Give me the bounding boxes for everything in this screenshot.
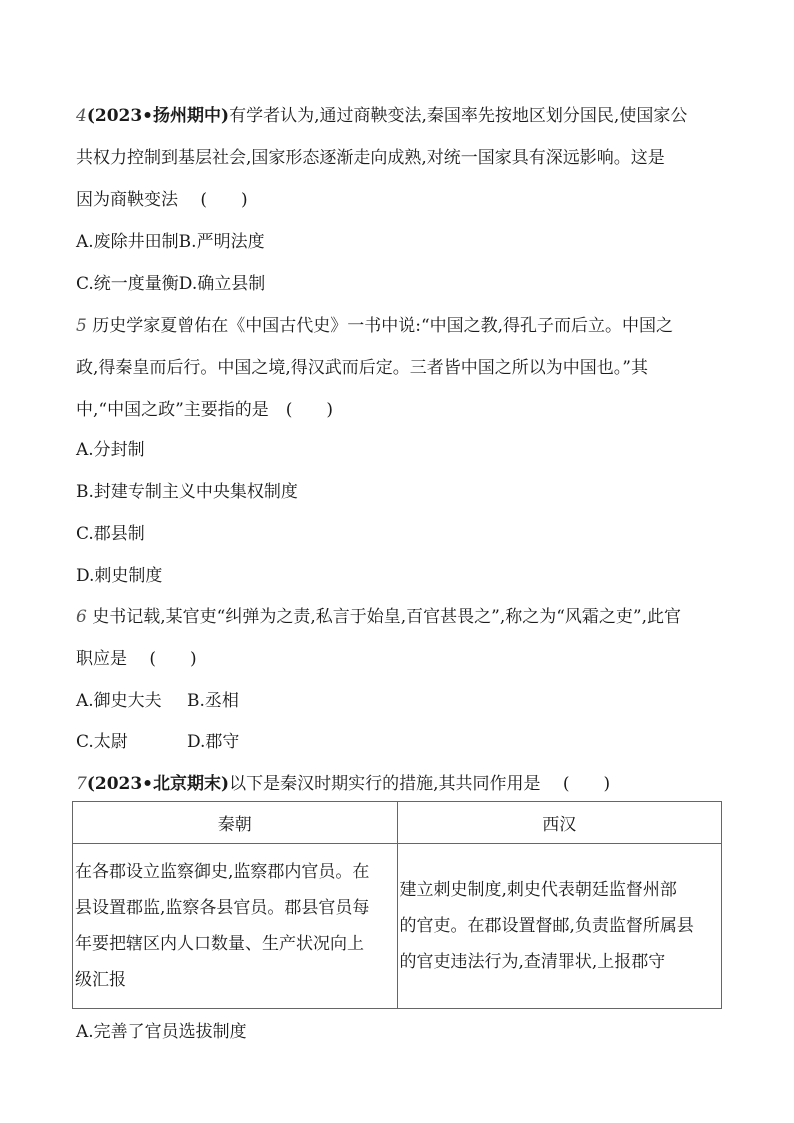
q5-option-b: B.封建专制主义中央集权制度 bbox=[76, 482, 298, 502]
q4-line-3: 因为商鞅变法 ( ) bbox=[76, 190, 248, 210]
q5-option-a: A.分封制 bbox=[76, 440, 145, 460]
q7-line-1 bbox=[76, 773, 726, 795]
q7-option-a: A.完善了官员选拔制度 bbox=[76, 1022, 247, 1042]
q4-line-2: 共权力控制到基层社会,国家形态逐渐走向成熟,对统一国家具有深远影响。这是 bbox=[76, 148, 665, 168]
q6-number: 6 bbox=[76, 607, 87, 627]
q7-number: 7 bbox=[76, 774, 87, 794]
qin-line-2: 县设置郡监,监察各县官员。郡县官员每 bbox=[75, 898, 370, 918]
q7-source: (2023•北京期末) bbox=[86, 774, 230, 794]
q4-options-ab: A.废除井田制B.严明法度 bbox=[76, 232, 265, 252]
q5-line-1 bbox=[76, 315, 726, 337]
q7-stem: 以下是秦汉时期实行的措施,其共同作用是 ( ) bbox=[229, 774, 611, 794]
han-line-2: 的官吏。在郡设置督邮,负责监督所属县 bbox=[399, 916, 694, 936]
q4-source: (2023•扬州期中) bbox=[86, 106, 230, 126]
q6-option-d: D.郡守 bbox=[187, 732, 240, 752]
q5-option-c: C.郡县制 bbox=[76, 524, 145, 544]
qin-line-4: 级汇报 bbox=[75, 970, 126, 990]
table-header-row bbox=[73, 802, 722, 844]
table-header-han: 西汉 bbox=[397, 802, 722, 844]
q6-options-ab bbox=[76, 690, 726, 712]
q6-option-c: C.太尉 bbox=[76, 732, 128, 752]
han-line-3: 的官吏违法行为,查清罪状,上报郡守 bbox=[399, 952, 666, 972]
table-header-qin: 秦朝 bbox=[73, 802, 398, 844]
q6-line-2: 职应是 ( ) bbox=[76, 649, 197, 669]
q5-option-d: D.刺史制度 bbox=[76, 566, 163, 586]
q7-comparison-table bbox=[72, 801, 722, 1009]
q6-line-1 bbox=[76, 606, 726, 628]
table-cell-han bbox=[397, 844, 722, 1009]
qin-line-1: 在各郡设立监察御史,监察郡内官员。在 bbox=[75, 862, 370, 882]
q5-line-3: 中,“中国之政”主要指的是 ( ) bbox=[76, 400, 334, 420]
q5-stem-part-1: 历史学家夏曾佑在《中国古代史》一书中说:“中国之教,得孔子而后立。中国之 bbox=[92, 316, 674, 336]
q4-line-1 bbox=[76, 105, 726, 127]
q4-options-cd: C.统一度量衡D.确立县制 bbox=[76, 274, 266, 294]
table-cell-qin bbox=[73, 844, 398, 1009]
q5-number: 5 bbox=[76, 316, 87, 336]
q4-stem-part-1: 有学者认为,通过商鞅变法,秦国率先按地区划分国民,使国家公 bbox=[229, 106, 688, 126]
han-line-1: 建立刺史制度,刺史代表朝廷监督州部 bbox=[399, 880, 677, 900]
q6-stem-part-1: 史书记载,某官吏“纠弹为之责,私言于始皇,百官甚畏之”,称之为“风霜之吏”,此官 bbox=[92, 607, 682, 627]
q5-line-2: 政,得秦皇而后行。中国之境,得汉武而后定。三者皆中国之所以为中国也。”其 bbox=[76, 358, 648, 378]
q6-options-cd bbox=[76, 731, 726, 753]
qin-line-3: 年要把辖区内人口数量、生产状况向上 bbox=[75, 934, 364, 954]
q6-option-b: B.丞相 bbox=[187, 691, 239, 711]
q6-option-a: A.御史大夫 bbox=[76, 691, 162, 711]
q4-number: 4 bbox=[76, 106, 87, 126]
table-row bbox=[73, 844, 722, 1009]
